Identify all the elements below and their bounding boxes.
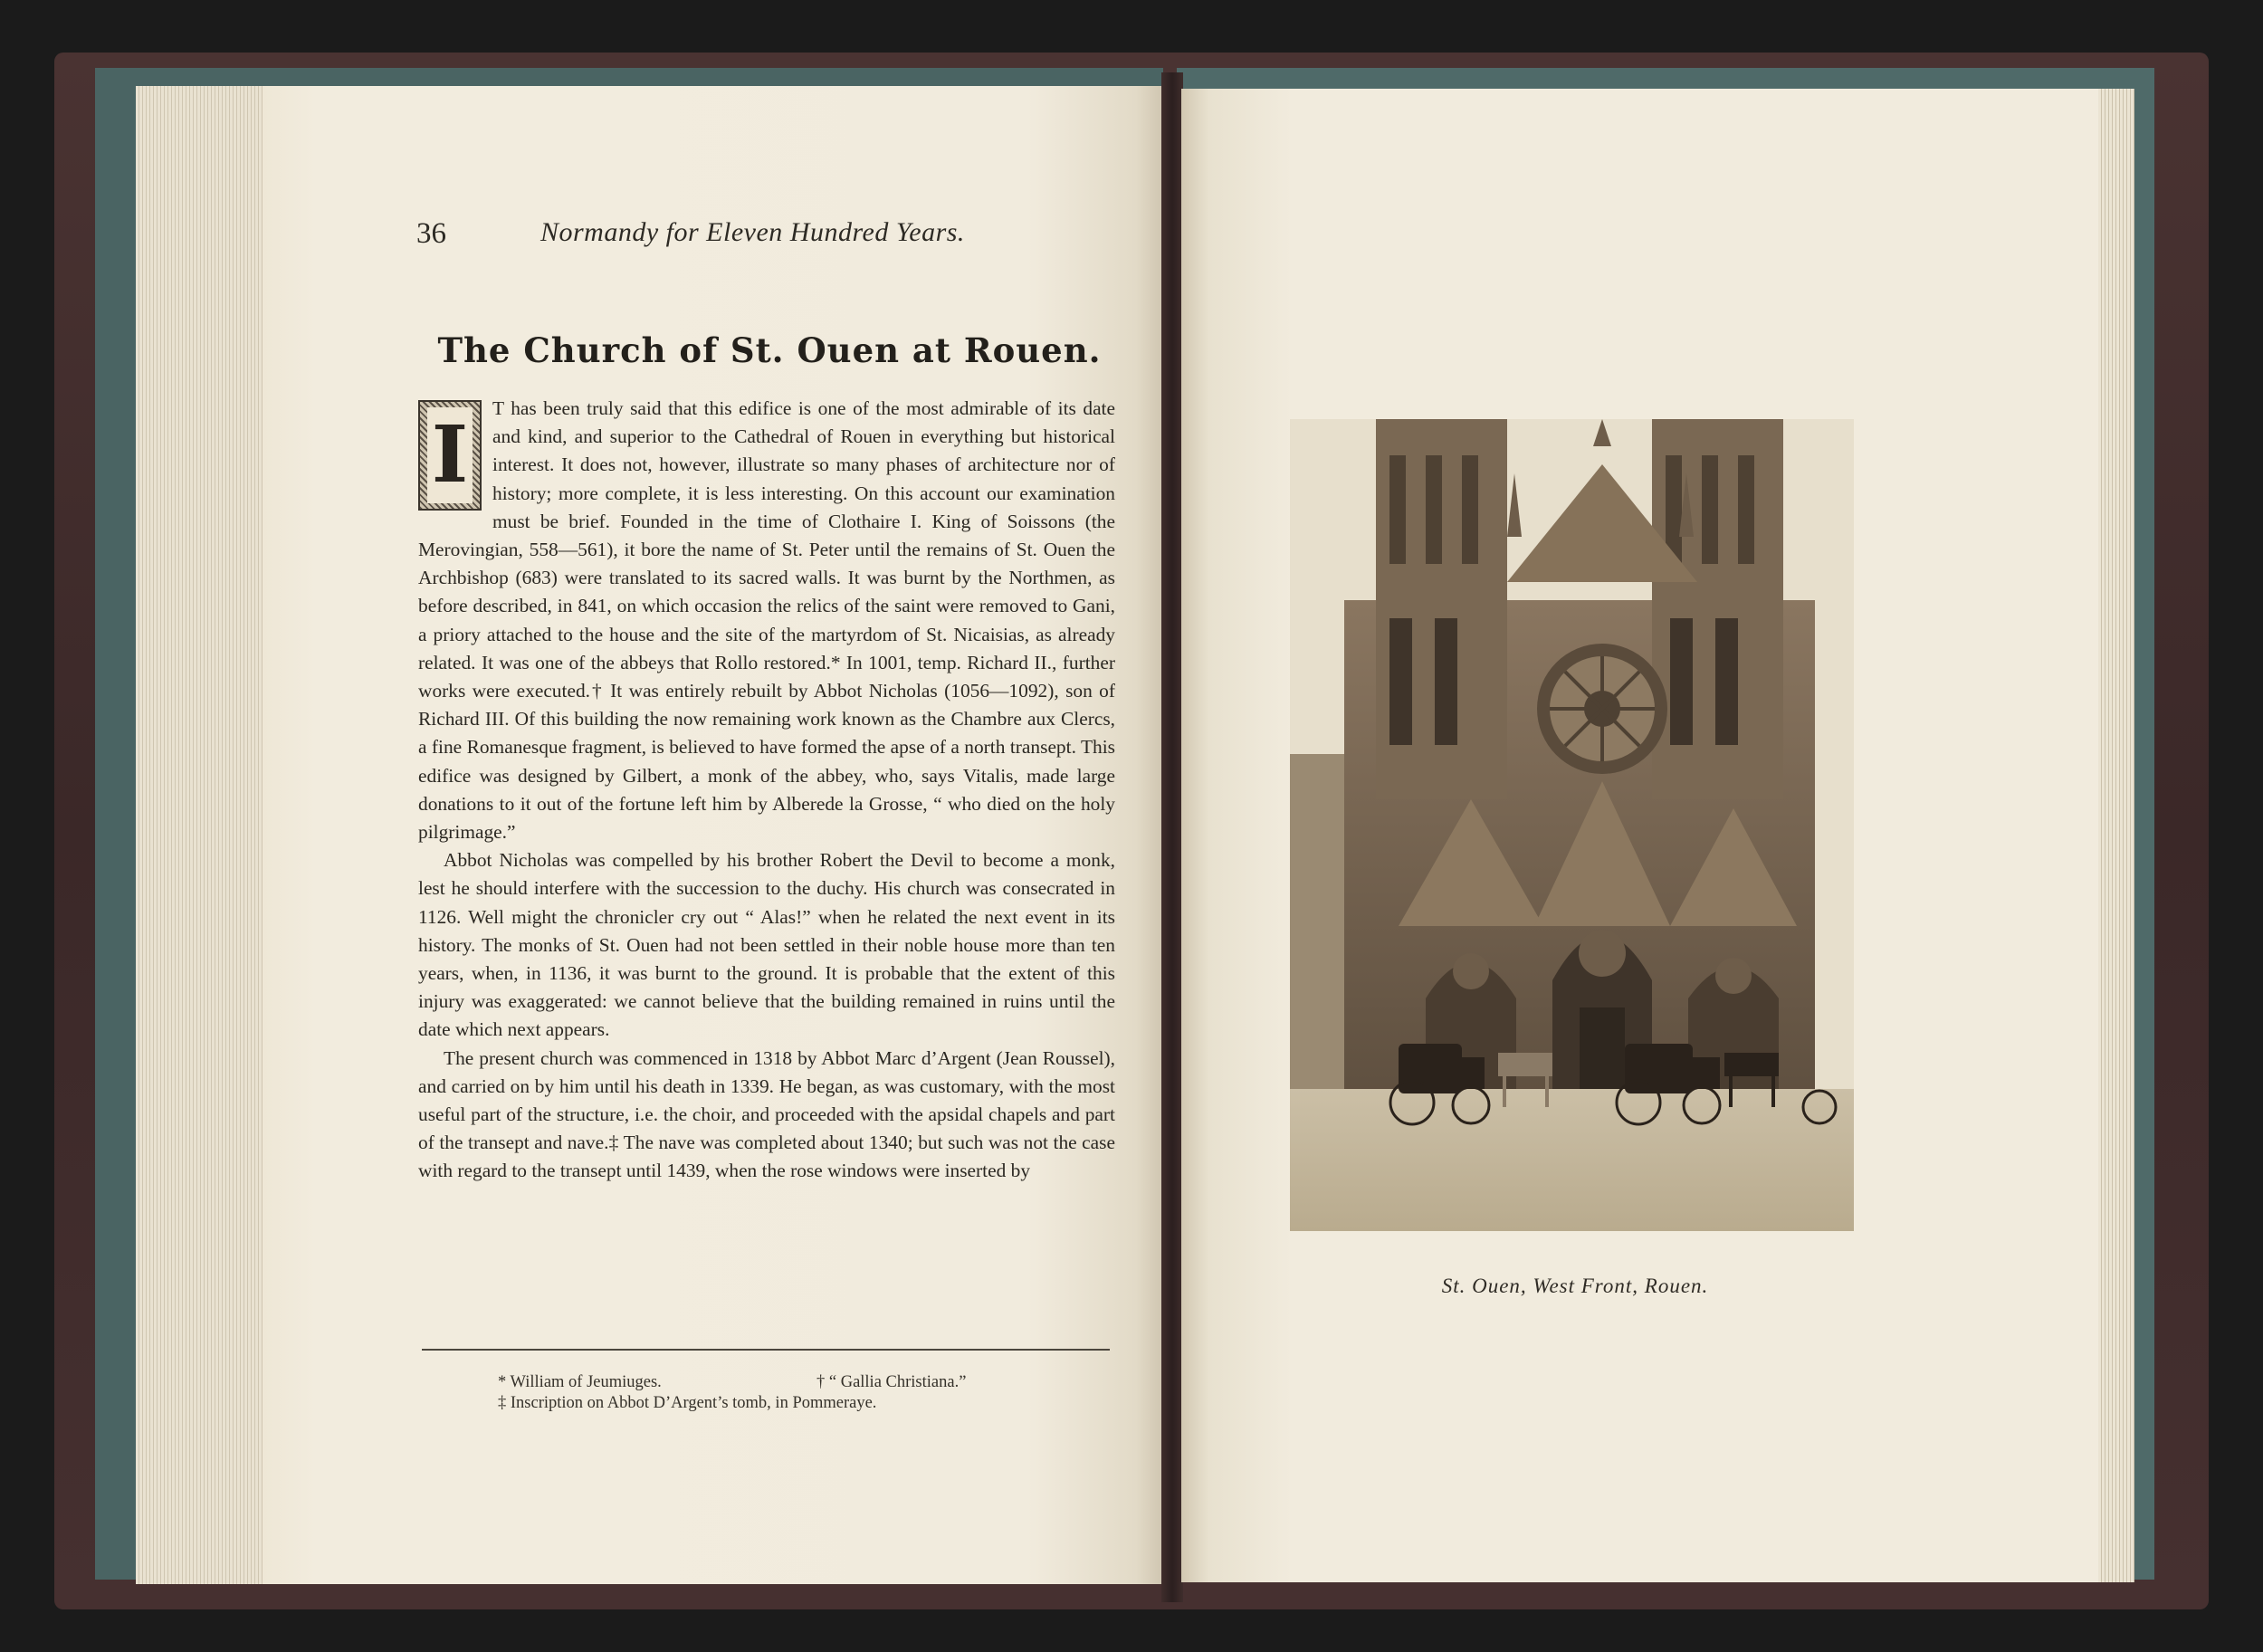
- drop-cap-ornament: [418, 400, 482, 511]
- footnote-rule: [422, 1349, 1110, 1351]
- footnote-row: [498, 1393, 1132, 1414]
- page-edges-left: [136, 86, 267, 1584]
- footnote-1: * William of Jeumiuges.: [498, 1373, 662, 1391]
- footnote-2: † “ Gallia Christiana.”: [816, 1373, 967, 1391]
- footnote-row: [498, 1372, 1132, 1393]
- drop-cap-letter: I: [427, 407, 473, 503]
- footnote-3: ‡ Inscription on Abbot D’Argent’s tomb, in Pommeraye.: [498, 1394, 877, 1412]
- paragraph-1: [418, 395, 1115, 846]
- photo-caption: St. Ouen, West Front, Rouen.: [1441, 1275, 1709, 1297]
- paragraph-3: The present church was commenced in 1318 by Abbot Marc d’Argent (Jean Roussel), and carried on by him until his death in 1339. He began, as was customary, with the most useful part of the structure, i.e. the choir, and proceeded with the apsidal chapels and part of the transept and nave.‡ The nave was completed about 1340; but such was not the case with regard to the transept until 1439, when the rose windows were inserted by: [418, 1046, 1115, 1182]
- running-head: [416, 217, 1122, 253]
- footnotes: [498, 1372, 1132, 1414]
- body-text: [418, 395, 1115, 1186]
- book-gutter: [1161, 72, 1183, 1602]
- page-number: 36: [416, 217, 446, 250]
- cathedral-facade-illustration: [1290, 419, 1854, 1231]
- cathedral-photograph: [1290, 419, 1854, 1231]
- running-title: Normandy for Eleven Hundred Years.: [540, 217, 965, 247]
- chapter-title: The Church of St. Ouen at Rouen.: [437, 330, 1102, 370]
- paragraph-2: Abbot Nicholas was compelled by his brother Robert the Devil to become a monk, lest he should interfere with the succession to the duchy. His church was consecrated in 1126. Well might the chronicler cry out “ Alas!” when he related the next event in its history. The monks of St. Ouen had not been settled in their noble house more than ten years, when, in 1136, it was burnt to the ground. It is probable that the extent of this injury was exaggerated: we cannot believe that the building remained in ruins until the date which next appears.: [418, 849, 1115, 1041]
- paragraph-1-text: T has been truly said that this edifice is one of the most admirable of its date and kind, and superior to the Cathedral of Rouen in everything but historical interest. It does not, however, illustrate so many phases of architecture nor of history; more complete, it is less interesting. On this account our examination must be brief. Founded in the time of Clothaire I. King of Soissons (the Merovingian, 558—561), it bore the name of St. Peter until the remains of St. Ouen the Archbishop (683) were translated to its sacred walls. It was burnt by the Northmen, as before described, in 841, on which occasion the relics of the saint were removed to Gani, a priory attached to the house and the site of the martyrdom of St. Nicaisias, as already related. It was one of the abbeys that Rollo restored.* In 1001, temp. Richard II., further works were executed.† It was entirely rebuilt by Abbot Nicholas (1056—1092), son of Richard III. Of this building the now remaining work known as the Chambre aux Clercs, a fine Romanesque fragment, is believed to have formed the apse of a north transept. This edifice was designed by Gilbert, a monk of the abbey, who, says Vitalis, made large donations to it out of the fortune left him by Alberede la Grosse, “ who died on the holy pilgrimage.”: [418, 397, 1115, 844]
- page-edges-right: [2098, 89, 2134, 1582]
